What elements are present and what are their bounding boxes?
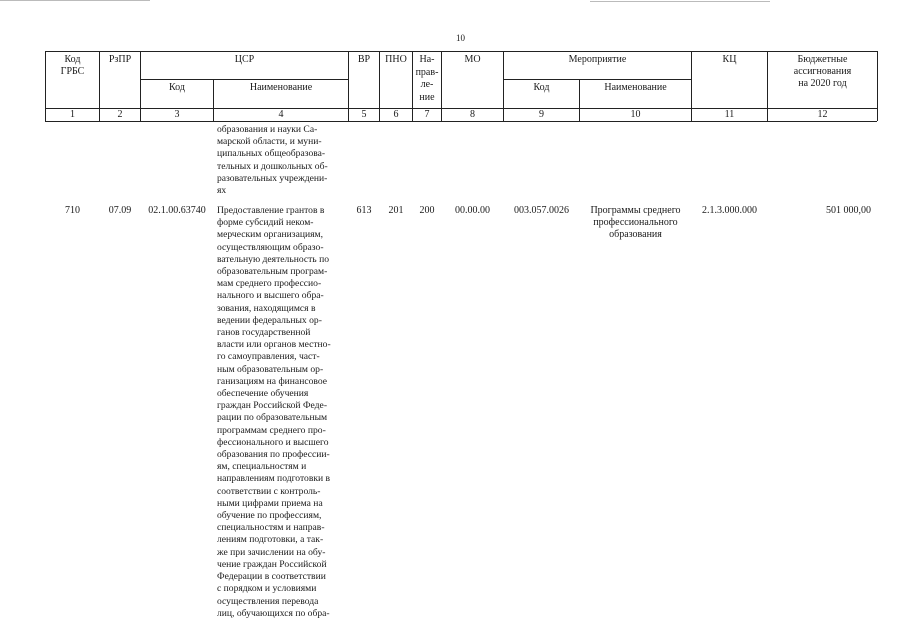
- cell-mo: 00.00.00: [455, 205, 490, 216]
- col-number: 6: [393, 109, 399, 120]
- col-number: 8: [470, 109, 475, 120]
- page-number: 10: [456, 33, 465, 43]
- header-event-code: Код: [533, 82, 550, 93]
- col-number: 2: [117, 109, 123, 120]
- cell-budget: 501 000,00: [826, 205, 871, 216]
- cell-vr: 613: [356, 205, 372, 216]
- header-grbs: Код ГРБС: [60, 54, 85, 77]
- cell-event-name: Программы среднего профессионального образования: [590, 205, 681, 240]
- col-number: 5: [361, 109, 367, 120]
- col-number: 1: [70, 109, 75, 120]
- cell-csr-code: 02.1.00.63740: [148, 205, 206, 216]
- cell-pno: 201: [388, 205, 404, 216]
- header-event: Мероприятие: [568, 54, 627, 65]
- col-number: 10: [630, 109, 641, 120]
- cell-rzpr: 07.09: [108, 205, 132, 216]
- col-number: 9: [539, 109, 544, 120]
- header-rzpr: РзПР: [108, 54, 132, 65]
- header-csr: ЦСР: [234, 54, 255, 65]
- header-mo: МО: [464, 54, 481, 65]
- col-number: 7: [424, 109, 430, 120]
- continued-description: образования и науки Са- марской области, и муни- ципальных общеобразова- тельных и дошкольных об- разовательных учреждени- ях: [217, 124, 328, 197]
- cell-event-code: 003.057.0026: [514, 205, 569, 216]
- header-budget: Бюджетные ассигнования на 2020 год: [793, 54, 852, 89]
- col-number: 3: [174, 109, 180, 120]
- cell-napr: 200: [419, 205, 435, 216]
- header-napr: На- прав- ле- ние: [415, 54, 439, 103]
- header-pno: ПНО: [385, 54, 407, 65]
- header-csr-name: Наименование: [249, 82, 313, 93]
- cell-csr-name: Предоставление грантов в форме субсидий неком- мерческим организациям, осуществляющим образо- вательную деятельность по образовательным програм- мам среднего профессио- нального и высшего обра- зования, находящимся в ведении федеральных ор- ганов государственной власти или органов местно- го самоуправления, част- ным образовательным ор- ганизациям на финансовое обеспечение обучения граждан Российской Феде- рации по образовательным программам среднего про- фессионального и высшего образования по профессии- ям, специальностям и направлениям подготовки в соответствии с контроль- ными цифрами приема на обучение по профессиям, специальностям и направ- лениям подготовки, а так- же при зачислении на обу- чение граждан Российской Федерации в соответствии с порядком и условиями осуществления перевода лиц, обучающихся по обра-: [217, 205, 331, 619]
- scan-edge-line: [590, 1, 770, 2]
- col-number: 4: [278, 109, 284, 120]
- cell-grbs: 710: [65, 205, 80, 216]
- col-number: 11: [724, 109, 735, 120]
- scan-edge-line: [0, 0, 150, 1]
- header-event-name: Наименование: [604, 82, 667, 93]
- header-kc: КЦ: [722, 54, 737, 65]
- cell-kc: 2.1.3.000.000: [702, 205, 757, 216]
- header-vr: ВР: [357, 54, 371, 65]
- col-number: 12: [817, 109, 828, 120]
- header-csr-code: Код: [169, 82, 185, 93]
